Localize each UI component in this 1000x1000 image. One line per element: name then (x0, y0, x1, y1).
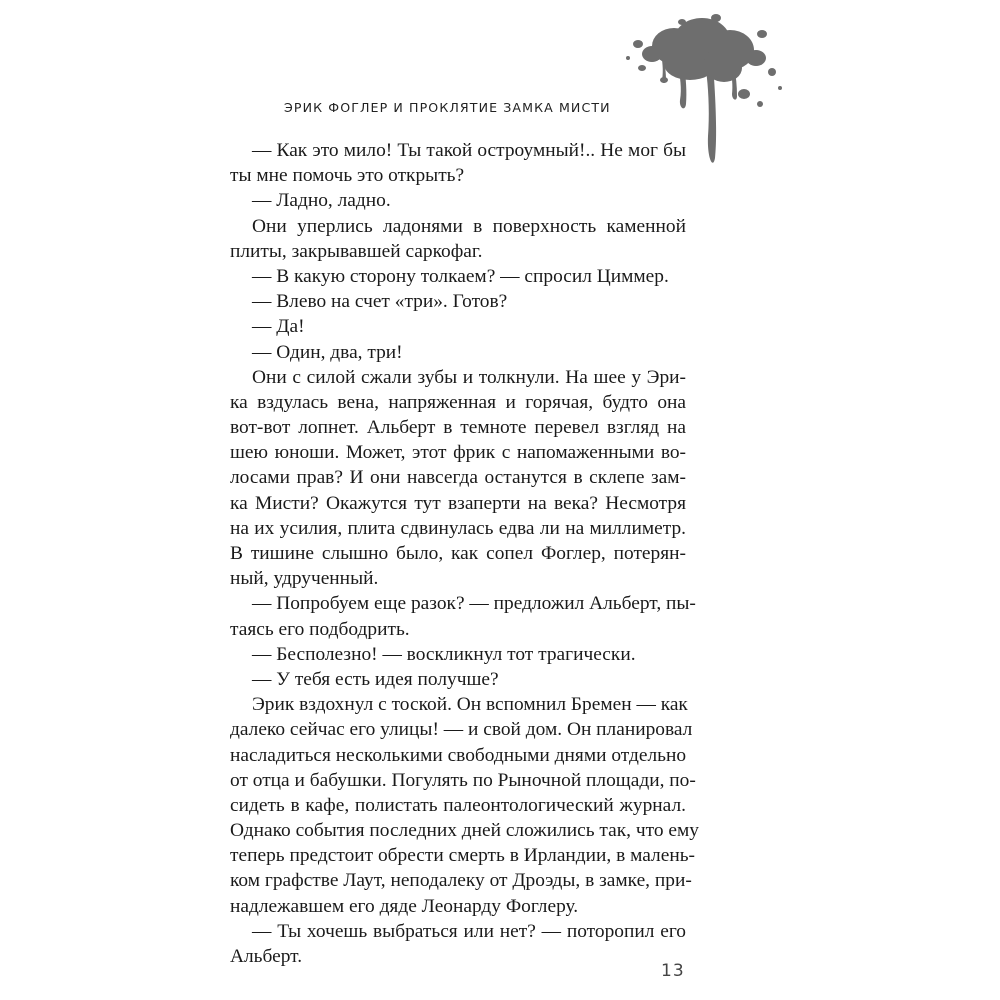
text-line: — У тебя есть идея получше? (252, 668, 499, 690)
page-number: 13 (661, 961, 685, 981)
text-line: Альберт. (230, 946, 303, 967)
text-line: Они уперлись ладонями в поверхность каменной (252, 215, 686, 237)
text-line: Однако события последних дней сложились так, что ему (230, 820, 699, 842)
text-line: насладиться несколькими свободными днями отдельно (230, 744, 687, 766)
text-line: ный, удрученный. (230, 568, 379, 590)
text-line: — Влево на счет «три». Готов? (252, 291, 508, 313)
text-line: надлежавшем его дяде Леонарду Фоглеру. (230, 895, 579, 917)
text-line: — Попробуем еще разок? — предложил Альберт, пы- (252, 593, 696, 615)
text-line: вот-вот лопнет. Альберт в темноте перевел взгляд на (230, 417, 686, 439)
text-line: В тишине слышно было, как сопел Фоглер, потерян- (230, 543, 686, 564)
text-line: шею юноши. Может, этот фрик с напомаженными во- (230, 442, 686, 464)
text-line: — Да! (252, 316, 305, 338)
text-line: ком графстве Лаут, неподалеку от Дроэды, в замке, при- (230, 870, 692, 892)
text-line: Эрик вздохнул с тоской. Он вспомнил Бремен — как (252, 694, 688, 716)
text-line: — Один, два, три! (252, 341, 403, 363)
text-line: лосами прав? И они навсегда останутся в склепе зам- (230, 467, 686, 489)
text-line: — Ты хочешь выбраться или нет? — поторопил его (252, 920, 686, 942)
text-line: ка вздулась вена, напряженная и горячая, будто она (230, 391, 686, 413)
text-line: — Как это мило! Ты такой остроумный!.. Не мог бы (252, 140, 686, 161)
text-line: от отца и бабушки. Погулять по Рыночной площади, по- (230, 769, 696, 791)
text-line: — Ладно, ладно. (252, 190, 391, 212)
text-line: сидеть в кафе, полистать палеонтологический журнал. (230, 794, 686, 816)
text-line: — Бесполезно! — воскликнул тот трагически. (252, 643, 636, 665)
text-line: теперь предстоит обрести смерть в Ирландии, в малень- (230, 845, 695, 867)
text-line: ты мне помочь это открыть? (230, 165, 465, 187)
text-line: — В какую сторону толкаем? — спросил Циммер. (252, 265, 669, 287)
text-line: таясь его подбодрить. (230, 618, 410, 640)
text-line: плиты, закрывавшей саркофаг. (230, 240, 483, 262)
running-title: ЭРИК ФОГЛЕР И ПРОКЛЯТИЕ ЗАМКА МИСТИ (284, 100, 611, 115)
text-line: далеко сейчас его улицы! — и свой дом. Он планировал (230, 719, 693, 741)
text-line: ка Мисти? Окажутся тут взаперти на века? Несмотря (230, 492, 686, 514)
page-body-text (230, 138, 699, 969)
text-line: Они с силой сжали зубы и толкнули. На шее у Эри- (252, 366, 686, 388)
text-line: на их усилия, плита сдвинулась едва ли на миллиметр. (230, 517, 686, 539)
